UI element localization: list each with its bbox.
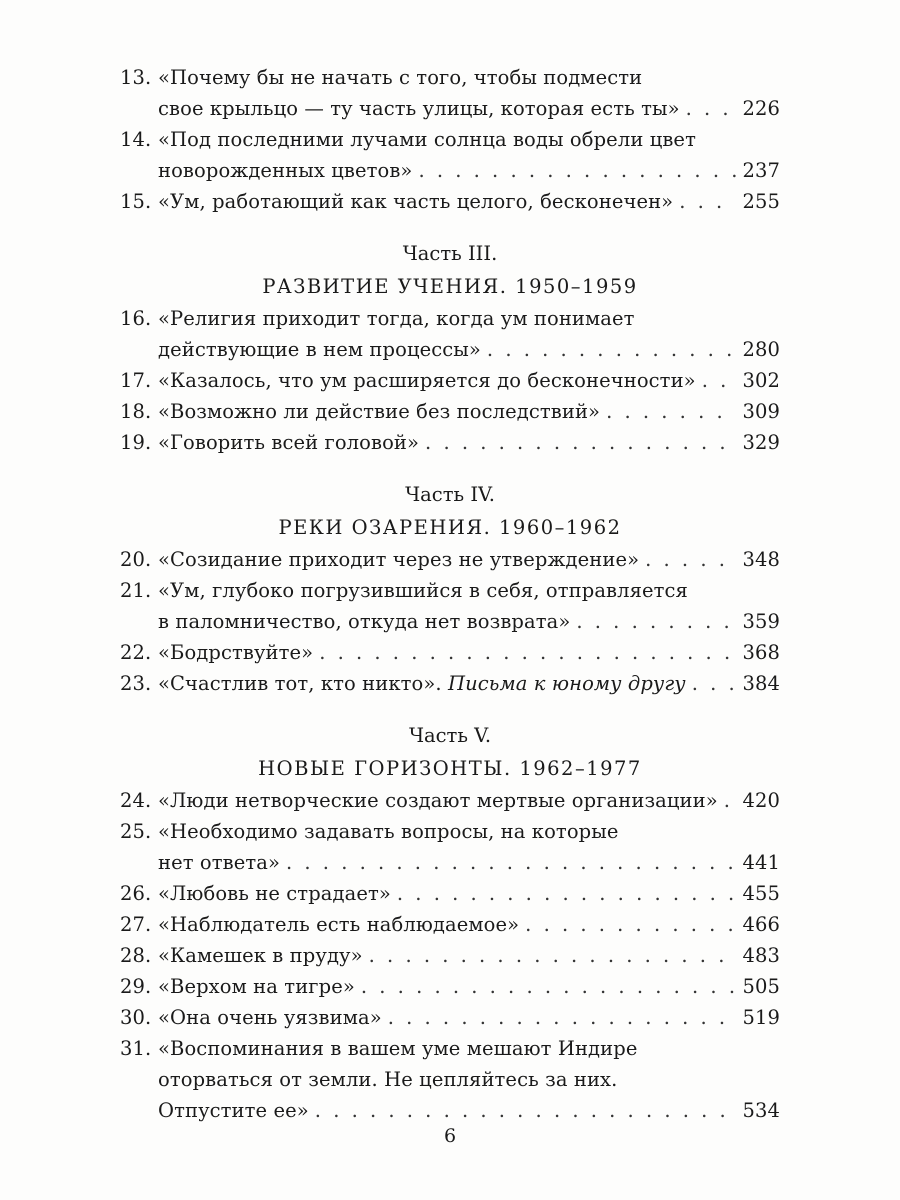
toc-entry-28[interactable] bbox=[120, 940, 780, 971]
dot-leader bbox=[692, 668, 737, 699]
toc-page-number: 280 bbox=[742, 338, 780, 361]
toc-entry-title: «Религия приходит тогда, когда ум понимает bbox=[158, 307, 635, 330]
toc-entry-title: в паломничество, откуда нет возврата» bbox=[158, 610, 571, 633]
part-5-label: Часть V. bbox=[408, 724, 492, 747]
toc-page-number: 226 bbox=[742, 97, 780, 120]
toc-entry-subtitle: Письма к юному другу bbox=[448, 672, 686, 695]
toc-entry-number: 22. bbox=[120, 641, 152, 664]
toc-page-number: 420 bbox=[742, 789, 780, 812]
toc-page-number: 309 bbox=[742, 400, 780, 423]
part-5-title: НОВЫЕ ГОРИЗОНТЫ. 1962–1977 bbox=[258, 757, 642, 780]
toc-entry-number: 29. bbox=[120, 975, 152, 998]
toc-entry-22[interactable] bbox=[120, 637, 780, 668]
toc-entry-27[interactable] bbox=[120, 909, 780, 940]
toc-entry-25-line-1 bbox=[120, 816, 780, 847]
toc-entry-title: свое крыльцо — ту часть улицы, которая есть ты» bbox=[158, 97, 680, 120]
dot-leader bbox=[487, 334, 737, 365]
toc-page-number: 466 bbox=[742, 913, 780, 936]
toc-entry-title: «Камешек в пруду» bbox=[158, 944, 363, 967]
toc-entry-15[interactable] bbox=[120, 186, 780, 217]
part-4-title: РЕКИ ОЗАРЕНИЯ. 1960–1962 bbox=[278, 516, 622, 539]
toc-entry-number: 20. bbox=[120, 548, 152, 571]
toc-entry-title: «Казалось, что ум расширяется до бесконечности» bbox=[158, 369, 696, 392]
toc-page-number: 348 bbox=[742, 548, 780, 571]
toc-entry-title: «Необходимо задавать вопросы, на которые bbox=[158, 820, 619, 843]
toc-page-number: 384 bbox=[742, 672, 780, 695]
toc-entry-title: «Она очень уязвима» bbox=[158, 1006, 382, 1029]
toc-entry-16-line-2[interactable] bbox=[120, 334, 780, 365]
toc-entry-number: 26. bbox=[120, 882, 152, 905]
toc-entry-title: «Верхом на тигре» bbox=[158, 975, 355, 998]
dot-leader bbox=[645, 544, 736, 575]
toc-entry-title: «Говорить всей головой» bbox=[158, 431, 420, 454]
toc-page-number: 359 bbox=[742, 610, 780, 633]
toc-entry-title: «Любовь не страдает» bbox=[158, 882, 391, 905]
dot-leader bbox=[702, 365, 737, 396]
dot-leader bbox=[686, 93, 737, 124]
table-of-contents bbox=[120, 62, 780, 1126]
toc-page-number: 237 bbox=[742, 159, 780, 182]
dot-leader bbox=[724, 785, 737, 816]
toc-entry-number: 31. bbox=[120, 1037, 152, 1060]
toc-entry-title: «Ум, глубоко погрузившийся в себя, отправляется bbox=[158, 579, 688, 602]
toc-entry-title: «Созидание приходит через не утверждение» bbox=[158, 548, 640, 571]
dot-leader bbox=[606, 396, 736, 427]
toc-entry-18[interactable] bbox=[120, 396, 780, 427]
dot-leader bbox=[388, 1002, 737, 1033]
toc-entry-number: 17. bbox=[120, 369, 152, 392]
toc-entry-31-line-3[interactable] bbox=[120, 1095, 780, 1126]
toc-page-number: 368 bbox=[742, 641, 780, 664]
toc-entry-title: новорожденных цветов» bbox=[158, 159, 413, 182]
dot-leader bbox=[397, 878, 737, 909]
toc-page-number: 441 bbox=[742, 851, 780, 874]
toc-page-number: 455 bbox=[742, 882, 780, 905]
toc-entry-31-line-2 bbox=[120, 1064, 780, 1095]
toc-entry-number: 28. bbox=[120, 944, 152, 967]
toc-entry-number: 24. bbox=[120, 789, 152, 812]
toc-entry-title: «Люди нетворческие создают мертвые организации» bbox=[158, 789, 718, 812]
toc-entry-title: действующие в нем процессы» bbox=[158, 338, 481, 361]
toc-entry-number: 27. bbox=[120, 913, 152, 936]
toc-entry-24[interactable] bbox=[120, 785, 780, 816]
dot-leader bbox=[361, 971, 737, 1002]
dot-leader bbox=[315, 1095, 737, 1126]
part-4-label: Часть IV. bbox=[405, 483, 495, 506]
toc-entry-number: 25. bbox=[120, 820, 152, 843]
toc-entry-title: «Возможно ли действие без последствий» bbox=[158, 400, 601, 423]
toc-entry-number: 15. bbox=[120, 190, 152, 213]
toc-entry-title: «Под последними лучами солнца воды обрели цвет bbox=[158, 128, 696, 151]
part-3-title: РАЗВИТИЕ УЧЕНИЯ. 1950–1959 bbox=[262, 275, 638, 298]
toc-page-number: 255 bbox=[742, 190, 780, 213]
toc-entry-number: 16. bbox=[120, 307, 152, 330]
toc-page-number: 483 bbox=[742, 944, 780, 967]
toc-entry-number: 14. bbox=[120, 128, 152, 151]
toc-entry-title: оторваться от земли. Не цепляйтесь за них. bbox=[158, 1068, 618, 1091]
toc-entry-17[interactable] bbox=[120, 365, 780, 396]
toc-entry-number: 30. bbox=[120, 1006, 152, 1029]
toc-entry-number: 21. bbox=[120, 579, 152, 602]
dot-leader bbox=[418, 155, 736, 186]
toc-entry-title: «Бодрствуйте» bbox=[158, 641, 314, 664]
toc-entry-title: «Счастлив тот, кто никто». Письма к юному другу bbox=[158, 672, 686, 695]
page-folio-number: 6 bbox=[443, 1125, 457, 1147]
toc-entry-13-line-2[interactable] bbox=[120, 93, 780, 124]
toc-entry-number: 23. bbox=[120, 672, 152, 695]
dot-leader bbox=[286, 847, 736, 878]
toc-entry-title: Отпустите ее» bbox=[158, 1099, 309, 1122]
toc-entry-title: нет ответа» bbox=[158, 851, 281, 874]
toc-entry-26[interactable] bbox=[120, 878, 780, 909]
dot-leader bbox=[576, 606, 736, 637]
dot-leader bbox=[525, 909, 736, 940]
dot-leader bbox=[319, 637, 736, 668]
toc-entry-13-line-1 bbox=[120, 62, 780, 93]
toc-entry-23[interactable] bbox=[120, 668, 780, 699]
toc-entry-21-line-1 bbox=[120, 575, 780, 606]
toc-entry-29[interactable] bbox=[120, 971, 780, 1002]
toc-entry-14-line-1 bbox=[120, 124, 780, 155]
toc-entry-14-line-2[interactable] bbox=[120, 155, 780, 186]
toc-entry-19[interactable] bbox=[120, 427, 780, 458]
toc-entry-number: 18. bbox=[120, 400, 152, 423]
toc-entry-25-line-2[interactable] bbox=[120, 847, 780, 878]
part-3-label: Часть III. bbox=[402, 242, 498, 265]
toc-entry-21-line-2[interactable] bbox=[120, 606, 780, 637]
toc-entry-title: «Наблюдатель есть наблюдаемое» bbox=[158, 913, 520, 936]
toc-entry-title: «Ум, работающий как часть целого, бесконечен» bbox=[158, 190, 674, 213]
toc-page-number: 519 bbox=[742, 1006, 780, 1029]
dot-leader bbox=[679, 186, 736, 217]
toc-entry-number: 19. bbox=[120, 431, 152, 454]
toc-page-number: 329 bbox=[742, 431, 780, 454]
dot-leader bbox=[425, 427, 736, 458]
toc-entry-title: «Воспоминания в вашем уме мешают Индире bbox=[158, 1037, 638, 1060]
toc-entry-16-line-1 bbox=[120, 303, 780, 334]
toc-entry-number: 13. bbox=[120, 66, 152, 89]
toc-page-number: 505 bbox=[742, 975, 780, 998]
toc-entry-30[interactable] bbox=[120, 1002, 780, 1033]
toc-page-number: 534 bbox=[742, 1099, 780, 1122]
toc-entry-20[interactable] bbox=[120, 544, 780, 575]
toc-entry-title: «Почему бы не начать с того, чтобы подмести bbox=[158, 66, 643, 89]
toc-page-number: 302 bbox=[742, 369, 780, 392]
dot-leader bbox=[369, 940, 737, 971]
toc-entry-31-line-1 bbox=[120, 1033, 780, 1064]
